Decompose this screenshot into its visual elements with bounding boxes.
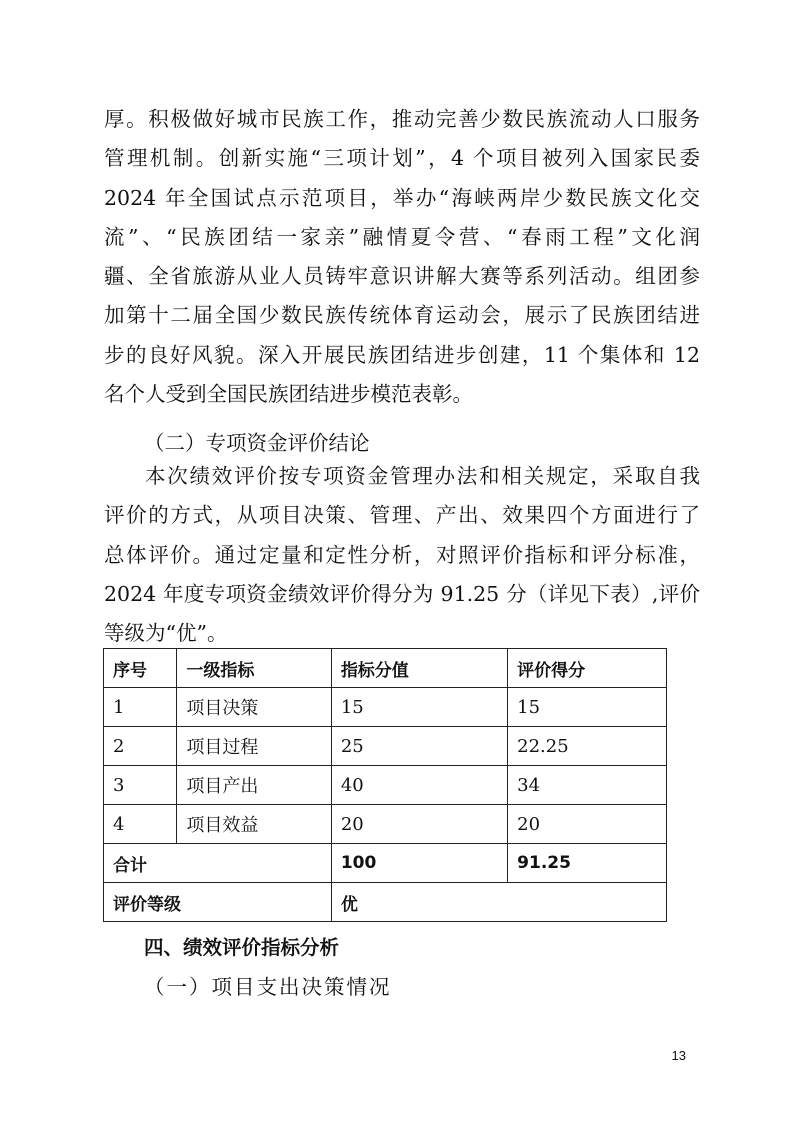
text-line: 评价的方式，从项目决策、管理、产出、效果四个方面进行了 (104, 503, 700, 528)
cell-indicator: 项目决策 (177, 688, 331, 727)
text-line: 流”、“民族团结一家亲”融情夏令营、“春雨工程”文化润 (104, 224, 700, 249)
cell-score: 15 (508, 688, 667, 727)
text-line: 2024 年全国试点示范项目，举办“海峡两岸少数民族文化交 (104, 185, 700, 210)
cell-score: 20 (508, 805, 667, 844)
table-row (104, 805, 667, 844)
cell-weight: 20 (331, 805, 507, 844)
table-grade-row (104, 883, 667, 922)
text-line: 等级为“优”。 (104, 621, 228, 646)
header-indicator: 一级指标 (177, 649, 331, 688)
table-row (104, 688, 667, 727)
paragraph-evaluation-summary (104, 457, 700, 653)
cell-indicator: 项目产出 (177, 766, 331, 805)
text-line: 厚。积极做好城市民族工作，推动完善少数民族流动人口服务 (104, 107, 700, 131)
table-row (104, 766, 667, 805)
cell-weight: 40 (331, 766, 507, 805)
text-line: 疆、全省旅游从业人员铸牢意识讲解大赛等系列活动。组团参 (104, 264, 700, 289)
section-heading-evaluation-conclusion: （二）专项资金评价结论 (144, 431, 370, 455)
page-number: 13 (671, 1048, 686, 1063)
cell-weight: 15 (331, 688, 507, 727)
cell-total-score: 91.25 (508, 844, 667, 883)
text-line: 2024 年度专项资金绩效评价得分为 91.25 分（详见下表）,评价 (104, 581, 700, 606)
cell-index: 1 (104, 688, 177, 727)
score-table (103, 648, 667, 922)
text-line: 加第十二届全国少数民族传统体育运动会，展示了民族团结进 (104, 303, 700, 328)
cell-index: 3 (104, 766, 177, 805)
cell-index: 4 (104, 805, 177, 844)
header-index: 序号 (104, 649, 177, 688)
cell-total-weight: 100 (331, 844, 507, 883)
section-heading-indicator-analysis: 四、绩效评价指标分析 (144, 936, 340, 959)
cell-grade-value: 优 (331, 883, 666, 922)
cell-indicator: 项目过程 (177, 727, 331, 766)
cell-weight: 25 (331, 727, 507, 766)
text-line: 名个人受到全国民族团结进步模范表彰。 (104, 382, 473, 407)
table-row (104, 727, 667, 766)
subsection-heading-decision: （一）项目支出决策情况 (144, 975, 392, 999)
text-line: 步的良好风貌。深入开展民族团结进步创建，11 个集体和 12 (104, 342, 700, 367)
cell-score: 34 (508, 766, 667, 805)
cell-indicator: 项目效益 (177, 805, 331, 844)
cell-score: 22.25 (508, 727, 667, 766)
table-total-row (104, 844, 667, 883)
text-line: 总体评价。通过定量和定性分析，对照评价指标和评分标准， (104, 542, 700, 567)
text-line: 管理机制。创新实施“三项计划”，4 个项目被列入国家民委 (104, 146, 700, 171)
text-line: 本次绩效评价按专项资金管理办法和相关规定，采取自我 (145, 464, 700, 488)
cell-total-label: 合计 (104, 844, 332, 883)
header-weight: 指标分值 (331, 649, 507, 688)
cell-index: 2 (104, 727, 177, 766)
table-header-row (104, 649, 667, 688)
cell-grade-label: 评价等级 (104, 883, 332, 922)
paragraph-ethnic-work (104, 100, 700, 414)
header-score: 评价得分 (508, 649, 667, 688)
